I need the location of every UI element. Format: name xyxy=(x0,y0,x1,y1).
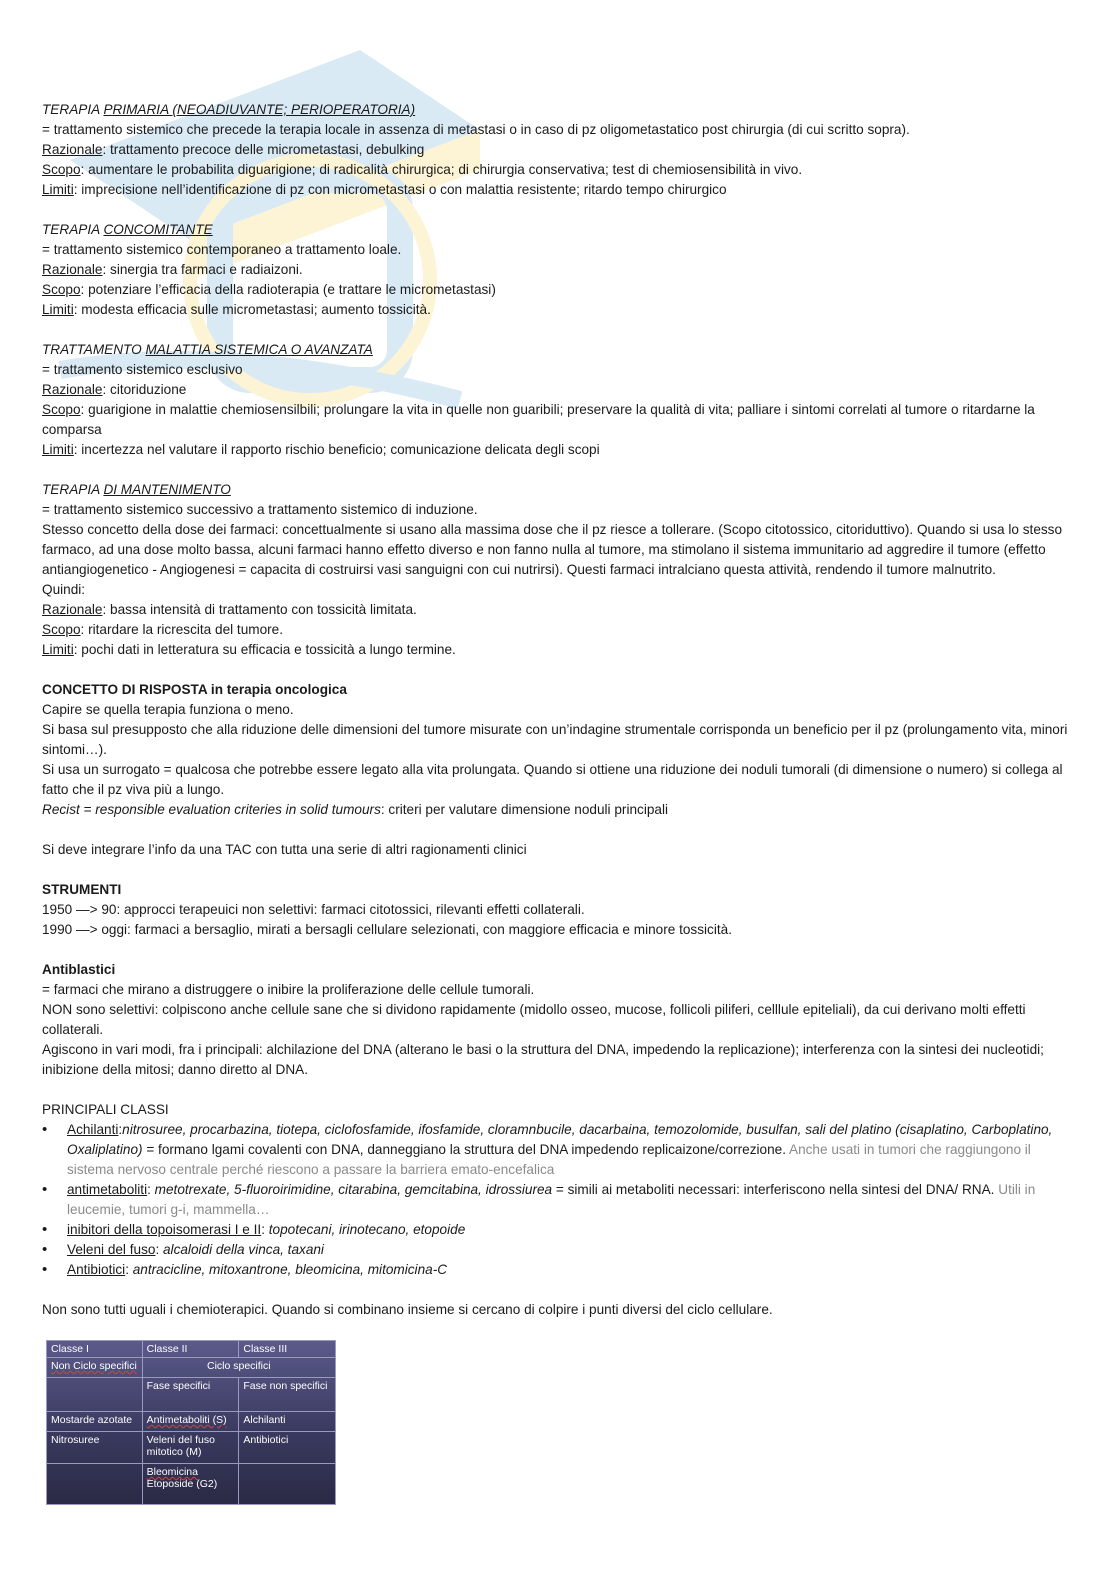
limiti-mantenimento: Limiti: pochi dati in letteratura su efficacia e tossicità a lungo termine. xyxy=(42,642,456,657)
antiblastici-p3: Agiscono in vari modi, fra i principali: alchilazione del DNA (alterano le basi o la struttura del DNA, impedendo la replicazione); interferenza con la sintesi dei nucleotidi; inibizione della mitosi; danno diretto al DNA. xyxy=(42,1042,1044,1077)
definition-primaria: = trattamento sistemico che precede la terapia locale in assenza di metastasi o in caso di pz oligometastatico post chirurgia (di cui scritto sopra). xyxy=(42,122,910,137)
section-heading-concomitante: TERAPIA CONCOMITANTE xyxy=(42,222,213,237)
table-cell: Nitrosuree xyxy=(47,1432,143,1464)
limiti-concomitante: Limiti: modesta efficacia sulle micrometastasi; aumento tossicità. xyxy=(42,302,431,317)
table-cell xyxy=(47,1464,143,1505)
section-heading-classi: PRINCIPALI CLASSI xyxy=(42,1102,169,1117)
list-item: • inibitori della topoisomerasi I e II: topotecani, irinotecano, etopoide xyxy=(42,1220,1078,1240)
razionale-avanzata: Razionale: citoriduzione xyxy=(42,382,187,397)
table-header-classe-1: Classe I xyxy=(47,1341,143,1358)
list-item: • Antibiotici: antracicline, mitoxantrone, bleomicina, mitomicina-C xyxy=(42,1260,1078,1280)
table-cell xyxy=(47,1378,143,1412)
section-heading-antiblastici: Antiblastici xyxy=(42,962,116,977)
scopo-mantenimento: Scopo: ritardare la ricrescita del tumore. xyxy=(42,622,284,637)
definition-concomitante: = trattamento sistemico contemporaneo a trattamento loale. xyxy=(42,242,402,257)
scopo-concomitante: Scopo: potenziare l’efficacia della radioterapia (e trattare le micrometastasi) xyxy=(42,282,496,297)
table-cell: Antimetaboliti (S) xyxy=(142,1412,239,1432)
definition-mantenimento: = trattamento sistemico successivo a trattamento sistemico di induzione. xyxy=(42,502,478,517)
antiblastici-p2: NON sono selettivi: colpiscono anche cellule sane che si dividono rapidamente (midollo osseo, mucose, follicoli piliferi, celllule epiteliali), da cui derivano molti effetti collaterali. xyxy=(42,1002,1026,1037)
table-cell: Veleni del fuso mitotico (M) xyxy=(142,1432,239,1464)
table-cell xyxy=(239,1464,336,1505)
table-cell: Fase specifici xyxy=(142,1378,239,1412)
scopo-primaria: Scopo: aumentare le probabilita diguarigione; di radicalità chirurgica; di chirurgia conservativa; test di chemiosensibilità in vivo. xyxy=(42,162,803,177)
document-body xyxy=(42,100,1078,1320)
list-item: • Veleni del fuso: alcaloidi della vinca, taxani xyxy=(42,1240,1078,1260)
strumenti-line-1: 1950 —> 90: approcci terapeuici non selettivi: farmaci citotossici, rilevanti effetti collaterali. xyxy=(42,902,585,917)
table-header-classe-3: Classe III xyxy=(239,1341,336,1358)
risposta-p1: Capire se quella terapia funziona o meno. xyxy=(42,702,294,717)
razionale-mantenimento: Razionale: bassa intensità di trattamento con tossicità limitata. xyxy=(42,602,417,617)
razionale-primaria: Razionale: trattamento precoce delle micrometastasi, debulking xyxy=(42,142,425,157)
table-cell: Antibiotici xyxy=(239,1432,336,1464)
risposta-recist: Recist = responsible evaluation criteries in solid tumours: criteri per valutare dimensione noduli principali xyxy=(42,802,668,817)
table-cell: Alchilanti xyxy=(239,1412,336,1432)
section-heading-primaria: TERAPIA PRIMARIA (NEOADIUVANTE; PERIOPERATORIA) xyxy=(42,102,416,117)
classi-list xyxy=(42,1120,1078,1280)
razionale-concomitante: Razionale: sinergia tra farmaci e radiaizoni. xyxy=(42,262,303,277)
limiti-primaria: Limiti: imprecisione nell’identificazione di pz con micrometastasi o con malattia resistente; ritardo tempo chirurgico xyxy=(42,182,727,197)
classi-closing: Non sono tutti uguali i chemioterapici. Quando si combinano insieme si cercano di colpire i punti diversi del ciclo cellulare. xyxy=(42,1302,773,1317)
list-item: • Achilanti:nitrosuree, procarbazina, tiotepa, ciclofosfamide, ifosfamide, cloramnbucile, dacarbaina, temozolomide, busulfan, sali del platino (cisaplatino, Carboplatino, Oxaliplatino) = formano lgami covalenti con DNA, danneggiano la struttura del DNA impedendo replicaizone/correzione. Anche usati in tumori che raggiungono il sistema nervoso centrale perché riescono a passare la barriera emato-encefalica xyxy=(42,1120,1078,1180)
definition-avanzata: = trattamento sistemico esclusivo xyxy=(42,362,243,377)
table-cell: Non Ciclo specifici xyxy=(47,1358,143,1378)
section-heading-strumenti: STRUMENTI xyxy=(42,882,122,897)
table-cell: Mostarde azotate xyxy=(47,1412,143,1432)
section-heading-risposta: CONCETTO DI RISPOSTA in terapia oncologica xyxy=(42,682,347,697)
body-mantenimento: Stesso concetto della dose dei farmaci: concettualmente si usano alla massima dose che il pz riesce a tollerare. (Scopo citotossico, citoriduttivo). Quando si usa lo stesso farmaco, ad una dose molto bassa, alcuni farmaci hanno effetto diverso e non fanno nulla al tumore, ma stimolano il sistema immunitario ad aggredire il tumore (effetto antiangiogenetico - Angiogenesi = capacita di costruirsi vasi sanguigni con cui nutrirsi). Questi farmaci intralciano questa attività, rendendo il tumore malnutrito. xyxy=(42,522,1063,577)
risposta-p2: Si basa sul presupposto che alla riduzione delle dimensioni del tumore misurate con un’indagine strumentale corrisponda un beneficio per il pz (prolungamento vita, minori sintomi…). xyxy=(42,722,1068,757)
table-header-classe-2: Classe II xyxy=(142,1341,239,1358)
list-item: • antimetaboliti: metotrexate, 5-fluoroirimidine, citarabina, gemcitabina, idrossiurea = simili ai metaboliti necessari: interferiscono nella sintesi del DNA/ RNA. Utili in leucemie, tumori g-i, mammella… xyxy=(42,1180,1078,1220)
risposta-p5: Si deve integrare l’info da una TAC con tutta una serie di altri ragionamenti clinici xyxy=(42,842,527,857)
strumenti-line-2: 1990 —> oggi: farmaci a bersaglio, mirati a bersagli cellulare selezionati, con maggiore efficacia e minore tossicità. xyxy=(42,922,732,937)
quindi-mantenimento: Quindi: xyxy=(42,582,86,597)
table-cell: Fase non specifici xyxy=(239,1378,336,1412)
section-heading-mantenimento: TERAPIA DI MANTENIMENTO xyxy=(42,482,231,497)
scopo-avanzata: Scopo: guarigione in malattie chemiosensilbili; prolungare la vita in quelle non guaribili; preservare la qualità di vita; palliare i sintomi correlati al tumore o ritardarne la comparsa xyxy=(42,402,1035,437)
limiti-avanzata: Limiti: incertezza nel valutare il rapporto rischio beneficio; comunicazione delicata degli scopi xyxy=(42,442,600,457)
risposta-p3: Si usa un surrogato = qualcosa che potrebbe essere legato alla vita prolungata. Quando si ottiene una riduzione dei noduli tumorali (di dimensione o numero) si collega al fatto che il pz viva più a lungo. xyxy=(42,762,1063,797)
table-cell: Ciclo specifici xyxy=(142,1358,335,1378)
classification-table xyxy=(46,1340,336,1503)
section-heading-avanzata: TRATTAMENTO MALATTIA SISTEMICA O AVANZATA xyxy=(42,342,373,357)
table-cell: Bleomicina Etoposide (G2) xyxy=(142,1464,239,1505)
antiblastici-definition: = farmaci che mirano a distruggere o inibire la proliferazione delle cellule tumorali. xyxy=(42,982,535,997)
